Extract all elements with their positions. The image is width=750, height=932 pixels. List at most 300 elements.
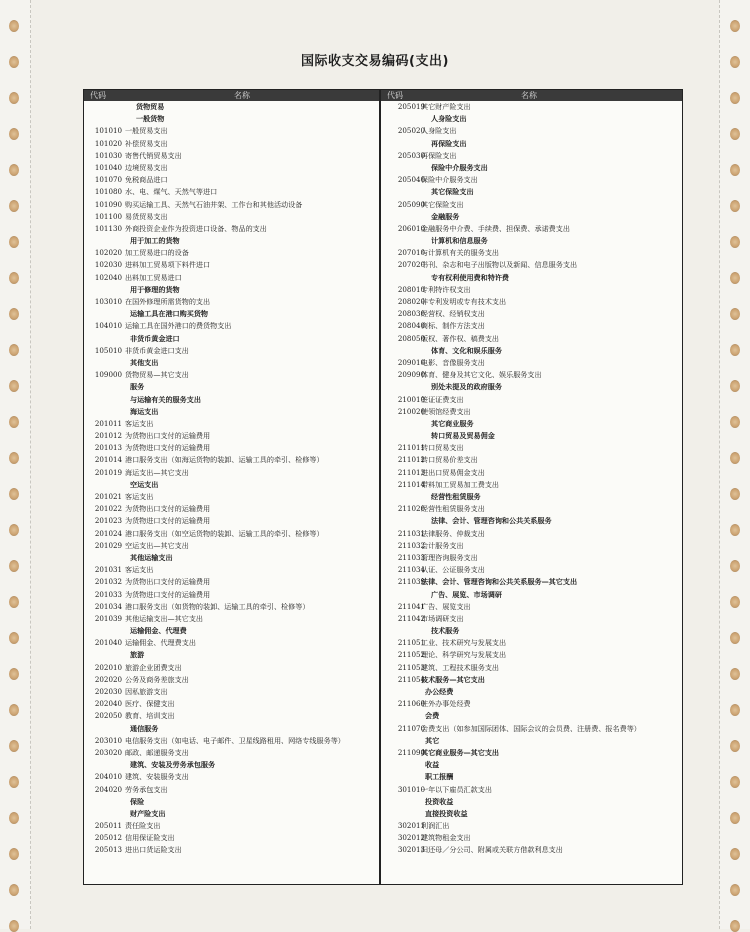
row-name: 港口服务支出（如海运货物的装卸、运输工具的牵引、检修等） (125, 455, 324, 465)
table-row (381, 150, 682, 162)
category-row (84, 796, 379, 808)
row-name: 经营权、经销权支出 (421, 309, 485, 319)
row-name: 旅游企业团费支出 (125, 662, 182, 672)
feed-hole (9, 92, 19, 104)
feed-hole (730, 596, 740, 608)
row-code: 210010 (397, 394, 425, 404)
row-name: 使领馆经费支出 (421, 406, 471, 416)
row-name: 为货物出口支付的运输费用 (125, 504, 211, 514)
row-name: 空运支出—其它支出 (125, 540, 189, 550)
feed-hole (730, 344, 740, 356)
feed-hole (9, 128, 19, 140)
row-name: 运输工具在国外港口的费货物支出 (125, 321, 232, 331)
feed-hole (730, 380, 740, 392)
table-row (381, 844, 682, 856)
row-code: 211031 (397, 528, 425, 538)
row-name: 易货贸易支出 (125, 211, 168, 221)
table-row (381, 564, 682, 576)
feed-hole (9, 236, 19, 248)
row-code: 209010 (397, 357, 425, 367)
table-row (381, 259, 682, 271)
feed-hole (730, 560, 740, 572)
row-code: 101070 (94, 175, 122, 185)
category-row (84, 759, 379, 771)
left-column (84, 90, 379, 884)
table-row (381, 333, 682, 345)
feed-hole (9, 344, 19, 356)
feed-hole (730, 776, 740, 788)
row-name: 经营性租赁服务支出 (421, 504, 485, 514)
row-code: 101010 (94, 126, 122, 136)
table-row (381, 552, 682, 564)
row-name: 签证证费支出 (421, 394, 464, 404)
row-name: 一般贸易支出 (125, 126, 168, 136)
row-name: 用于修理的货物 (130, 284, 180, 294)
table-row (381, 832, 682, 844)
category-row (381, 418, 682, 430)
feed-hole (9, 632, 19, 644)
table-row (84, 211, 379, 223)
feed-hole (730, 524, 740, 536)
row-name: 其它商业服务—其它支出 (421, 747, 500, 757)
row-code: 210020 (397, 406, 425, 416)
table-row (381, 308, 682, 320)
row-code: 211070 (397, 723, 425, 733)
row-code: 205012 (94, 833, 122, 843)
row-name: 技术服务—其它支出 (421, 674, 485, 684)
row-name: 教育、培训支出 (125, 711, 175, 721)
row-name: 电影、音像服务支出 (421, 357, 485, 367)
row-name: 其他支出 (130, 357, 159, 367)
row-code: 202030 (94, 687, 122, 696)
feed-hole (9, 812, 19, 824)
row-code: 202020 (94, 674, 122, 684)
table-row (84, 662, 379, 674)
row-code: 204010 (94, 772, 122, 782)
row-name: 管理咨询服务支出 (421, 552, 478, 562)
row-code: 211054 (397, 674, 425, 684)
category-row (381, 345, 682, 357)
row-code: 211020 (397, 504, 425, 514)
row-code: 207020 (397, 260, 425, 270)
right-column (381, 90, 682, 884)
table-row (381, 576, 682, 588)
row-name: 客运支出 (125, 418, 154, 428)
table-row (381, 613, 682, 625)
feed-hole (730, 668, 740, 680)
table-row (84, 832, 379, 844)
table-row (84, 272, 379, 284)
table-row (381, 320, 682, 332)
table-row (381, 674, 682, 686)
row-name: 保险 (130, 796, 145, 806)
feed-hole (730, 488, 740, 500)
category-row (84, 406, 379, 418)
table-row (84, 528, 379, 540)
row-name: 责任险支出 (125, 821, 161, 831)
table-row (381, 199, 682, 211)
table-row (84, 454, 379, 466)
row-name: 专利特许权支出 (421, 284, 471, 294)
row-name: 客运支出 (125, 492, 154, 501)
feed-hole (730, 632, 740, 644)
table-row (84, 247, 379, 259)
category-row (84, 649, 379, 661)
row-code: 109000 (94, 370, 122, 380)
category-row (381, 625, 682, 637)
row-code: 211011 (397, 443, 425, 453)
row-name: 转口贸易支出 (421, 443, 464, 453)
row-name: 服务 (130, 382, 145, 392)
table-row (381, 125, 682, 137)
table-row (84, 467, 379, 479)
feed-hole (730, 272, 740, 284)
feed-hole (730, 128, 740, 140)
row-code: 101040 (94, 162, 122, 172)
row-code: 103010 (94, 297, 122, 306)
category-row (381, 686, 682, 698)
row-code: 208030 (397, 309, 425, 319)
category-row (84, 284, 379, 296)
row-name: 归还母／分公司、附属或关联方借款利息支出 (421, 845, 563, 855)
table-row (84, 259, 379, 271)
row-code: 202010 (94, 662, 122, 672)
row-code: 301010 (397, 784, 425, 794)
row-name: 金融服务中介费、手续费、担保费、承诺费支出 (421, 223, 570, 233)
table-row (84, 564, 379, 576)
table-row (84, 735, 379, 747)
row-name: 再保险支出 (421, 150, 457, 160)
row-name: 其他运输支出 (130, 552, 173, 562)
row-code: 205011 (94, 821, 122, 831)
row-name: 港口服务支出（如货物的装卸、运输工具的牵引、检修等） (125, 601, 310, 611)
row-code: 201034 (94, 601, 122, 611)
table-row (381, 528, 682, 540)
code-header: 代码 (90, 91, 106, 100)
row-name: 别处未提及的政府服务 (431, 382, 502, 392)
feed-hole (730, 236, 740, 248)
feed-hole (730, 416, 740, 428)
category-row (84, 808, 379, 820)
row-name: 出料加工贸易进口 (125, 272, 182, 282)
category-row (84, 479, 379, 491)
category-row (381, 272, 682, 284)
feed-hole (9, 308, 19, 320)
row-name: 广告、展览支出 (421, 601, 471, 611)
category-row (84, 333, 379, 345)
row-code: 211032 (397, 540, 425, 550)
table-row (381, 296, 682, 308)
row-code: 201024 (94, 528, 122, 538)
row-name: 为货物出口支付的运输费用 (125, 577, 211, 587)
table-row (84, 174, 379, 186)
row-name: 公务及商务差旅支出 (125, 674, 189, 684)
row-name: 劳务承包支出 (125, 784, 168, 794)
row-name: 财产险支出 (130, 808, 166, 818)
table-row (84, 442, 379, 454)
feed-hole (730, 20, 740, 32)
row-code: 204020 (94, 784, 122, 794)
row-code: 201013 (94, 443, 122, 453)
feed-hole (730, 92, 740, 104)
row-name: 法律服务、仲裁支出 (421, 528, 485, 538)
table-row (84, 162, 379, 174)
category-row (381, 808, 682, 820)
row-name: 一般货物 (136, 114, 165, 124)
category-row (381, 186, 682, 198)
row-name: 用于加工的货物 (130, 236, 180, 246)
row-name: 加工贸易进口的设备 (125, 248, 189, 258)
row-name: 客运支出 (125, 565, 154, 575)
category-row (381, 113, 682, 125)
table-row (84, 320, 379, 332)
table-row (381, 223, 682, 235)
row-code: 201040 (94, 638, 122, 648)
row-name: 医疗、保健支出 (125, 699, 175, 709)
row-name: 进料加工贸易项下料件进口 (125, 260, 211, 270)
row-code: 201022 (94, 504, 122, 514)
feed-hole (9, 524, 19, 536)
row-code: 201012 (94, 431, 122, 441)
row-name: 带料加工贸易加工费支出 (421, 479, 500, 489)
feed-hole (730, 704, 740, 716)
category-row (84, 625, 379, 637)
table-row (84, 186, 379, 198)
row-code: 101080 (94, 187, 122, 197)
row-code: 201029 (94, 540, 122, 550)
row-name: 直接投资收益 (425, 808, 468, 818)
row-name: 一年以下雇员汇款支出 (421, 784, 492, 794)
row-name: 收益 (425, 760, 440, 770)
row-name: 商标、制作方法支出 (421, 321, 485, 331)
category-row (84, 723, 379, 735)
feed-hole (9, 20, 19, 32)
table-row (84, 576, 379, 588)
row-code: 101030 (94, 150, 122, 160)
table-row (84, 430, 379, 442)
row-name: 法律、会计、管理咨询和公共关系服务 (431, 516, 552, 526)
row-code: 208040 (397, 321, 425, 331)
row-code: 205040 (397, 175, 425, 185)
row-name: 体育、健身及其它文化、娱乐服务支出 (421, 370, 542, 380)
category-row (381, 235, 682, 247)
row-name: 外商投资企业作为投资进口设备、物品的支出 (125, 223, 267, 233)
row-name: 边境贸易支出 (125, 162, 168, 172)
row-code: 211051 (397, 638, 425, 648)
category-row (381, 710, 682, 722)
row-name: 旅游 (130, 650, 145, 660)
row-name: 职工报酬 (425, 772, 454, 782)
category-row (84, 394, 379, 406)
feed-hole (730, 848, 740, 860)
row-name: 为货物进口支付的运输费用 (125, 516, 211, 526)
row-name: 运输工具在港口购买货物 (130, 309, 209, 319)
row-code: 101020 (94, 138, 122, 148)
row-code: 211033 (397, 552, 425, 562)
category-row (381, 771, 682, 783)
row-name: 利润汇出 (421, 821, 450, 831)
row-name: 书刊、杂志和电子出版物以及新闻、信息服务支出 (421, 260, 578, 270)
row-code: 208050 (397, 333, 425, 343)
table-row (381, 394, 682, 406)
feed-hole (9, 776, 19, 788)
feed-hole (730, 200, 740, 212)
table-row (84, 820, 379, 832)
category-row (84, 357, 379, 369)
row-name: 保险中介服务支出 (421, 175, 478, 185)
row-name: 投资收益 (425, 796, 454, 806)
table-row (381, 698, 682, 710)
table-row (84, 540, 379, 552)
row-name: 工业、技术研究与发展支出 (421, 638, 507, 648)
row-code: 202040 (94, 699, 122, 709)
row-name: 水、电、煤气、天然气等进口 (125, 187, 218, 197)
table-row (381, 649, 682, 661)
row-code: 105010 (94, 345, 122, 355)
row-name: 市场调研支出 (421, 613, 464, 623)
row-name: 会费 (425, 711, 440, 721)
row-code: 201019 (94, 467, 122, 477)
feed-hole (9, 416, 19, 428)
right-header (381, 90, 682, 101)
table-row (381, 442, 682, 454)
right-tractor-strip (719, 0, 750, 929)
feed-hole (9, 452, 19, 464)
feed-hole (730, 884, 740, 896)
feed-hole (9, 380, 19, 392)
feed-hole (9, 488, 19, 500)
row-code: 205030 (397, 150, 425, 160)
table-row (381, 540, 682, 552)
code-table (83, 89, 683, 885)
row-code: 102030 (94, 260, 122, 270)
row-name: 其他运输支出—其它支出 (125, 613, 204, 623)
row-name: 为货物进口支付的运输费用 (125, 589, 211, 599)
table-row (381, 406, 682, 418)
table-row (381, 784, 682, 796)
row-name: 建筑、安装及劳务承包服务 (130, 760, 216, 770)
row-code: 102020 (94, 248, 122, 258)
row-name: 货物贸易—其它支出 (125, 370, 189, 380)
row-code: 211052 (397, 650, 425, 660)
category-row (84, 101, 379, 113)
feed-hole (730, 812, 740, 824)
row-name: 通信服务 (130, 723, 159, 733)
table-row (381, 284, 682, 296)
row-code: 211060 (397, 699, 425, 709)
row-code: 205019 (397, 102, 425, 111)
row-code: 302013 (397, 845, 425, 855)
row-code: 201032 (94, 577, 122, 587)
row-name: 法律、会计、管理咨询和公共关系服务—其它支出 (421, 577, 578, 587)
row-code: 302011 (397, 821, 425, 831)
table-row (381, 174, 682, 186)
table-row (84, 199, 379, 211)
row-name: 非货币黄金进口支出 (125, 345, 189, 355)
row-code: 205013 (94, 845, 122, 855)
row-code: 211053 (397, 662, 425, 672)
category-row (84, 235, 379, 247)
feed-hole (9, 920, 19, 932)
category-row (381, 211, 682, 223)
row-name: 金融服务 (431, 211, 460, 221)
row-code: 203010 (94, 735, 122, 745)
table-row (84, 503, 379, 515)
table-row (381, 357, 682, 369)
table-row (84, 784, 379, 796)
row-name: 寄售代销贸易支出 (125, 150, 182, 160)
row-code: 302012 (397, 833, 425, 843)
feed-hole (9, 704, 19, 716)
row-name: 版权、著作权、稿费支出 (421, 333, 500, 343)
table-row (84, 601, 379, 613)
category-row (381, 430, 682, 442)
row-name: 认证、公证服务支出 (421, 565, 485, 575)
row-code: 211014 (397, 479, 425, 489)
page-title: 国际收支交易编码(支出) (301, 54, 449, 69)
table-row (84, 223, 379, 235)
row-code: 104010 (94, 321, 122, 331)
row-name: 免税商品进口 (125, 175, 168, 185)
row-code: 211012 (397, 455, 425, 465)
left-rows (84, 101, 379, 857)
row-name: 会费支出（如参加国际团体、国际会议的会员费、注册费、报名费等） (421, 723, 641, 733)
row-name: 人身险支出 (421, 126, 457, 136)
category-row (84, 308, 379, 320)
feed-hole (730, 452, 740, 464)
table-row (381, 479, 682, 491)
right-rows (381, 101, 682, 857)
feed-hole (9, 740, 19, 752)
table-row (381, 662, 682, 674)
row-name: 转口贸易价差支出 (421, 455, 478, 465)
feed-hole (730, 740, 740, 752)
row-code: 201033 (94, 589, 122, 599)
row-name: 其它商业服务 (431, 418, 474, 428)
row-name: 建筑、工程技术服务支出 (421, 662, 500, 672)
row-name: 运输佣金、代理费支出 (125, 638, 196, 648)
row-code: 201021 (94, 492, 122, 501)
row-name: 在国外修理所需货物的支出 (125, 297, 211, 306)
category-row (381, 138, 682, 150)
table-row (381, 637, 682, 649)
row-name: 其它财产险支出 (421, 102, 471, 111)
row-code: 101100 (94, 211, 122, 221)
row-name: 为货物出口支付的运输费用 (125, 431, 211, 441)
row-code: 201023 (94, 516, 122, 526)
feed-hole (9, 848, 19, 860)
row-name: 为货物进口支付的运输费用 (125, 443, 211, 453)
row-name: 空运支出 (130, 479, 159, 489)
left-tractor-strip (0, 0, 31, 929)
row-name: 其它保险支出 (431, 187, 474, 197)
feed-hole (9, 560, 19, 572)
table-row (381, 723, 682, 735)
table-row (84, 589, 379, 601)
row-name: 办公经费 (425, 687, 454, 696)
feed-hole (9, 668, 19, 680)
row-name: 保险中介服务支出 (431, 162, 488, 172)
row-name: 非专利发明或专有技术支出 (421, 297, 507, 306)
row-name: 与计算机有关的服务支出 (421, 248, 500, 258)
row-code: 205090 (397, 199, 425, 209)
table-row (84, 418, 379, 430)
table-row (381, 820, 682, 832)
row-code: 211090 (397, 747, 425, 757)
table-row (84, 125, 379, 137)
feed-hole (9, 200, 19, 212)
table-row (84, 771, 379, 783)
